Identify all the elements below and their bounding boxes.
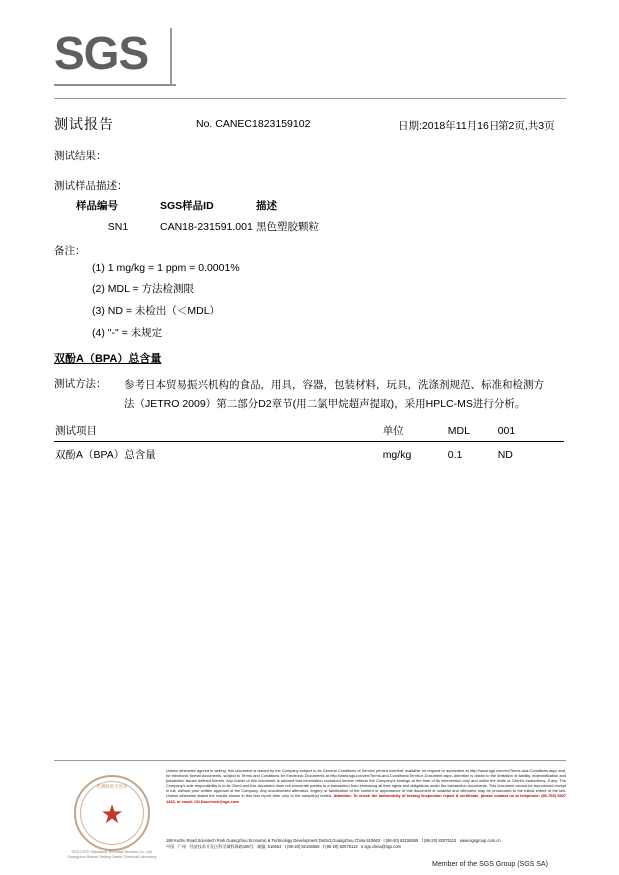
table-row (76, 219, 376, 234)
list-item: (4) "-" = 未规定 (92, 327, 163, 339)
sample-description-table (76, 198, 376, 234)
page-indicator: 第2页,共3页 (498, 120, 555, 132)
table-header-row (54, 422, 564, 442)
list-item: (2) MDL = 方法检测限 (92, 283, 194, 295)
list-item: (3) ND = 未检出（＜MDL） (92, 305, 221, 317)
footer-web: www.sgsgroup.com.cn (459, 838, 501, 843)
cell-sample-no: SN1 (107, 220, 129, 233)
column-header-mdl: MDL (447, 422, 497, 442)
official-stamp (60, 772, 164, 860)
footer-address-cn: 中国 · 广州 · 经济技术开发区科学城科珠路198号 (166, 844, 254, 850)
footer-tel-cn: t (86-20) 82155555 (284, 844, 320, 850)
logo-vertical-bar (170, 28, 172, 86)
cell-sgs-id: CAN18-231591.001 (160, 220, 253, 233)
column-header-sgs-id: SGS样品ID (160, 200, 214, 212)
logo-underline (54, 84, 176, 86)
column-header-test-item: 测试项目 (54, 422, 382, 442)
footer-address-en: 198 Kezhu Road,Scientech Park Guangzhou Economic & Technology Development District,Guangzhou,China 510663 (166, 838, 381, 843)
remarks-list (92, 262, 240, 347)
results-label: 测试结果： (54, 150, 107, 162)
sgs-logo (54, 27, 184, 92)
column-header-sample-no: 样品编号 (76, 200, 118, 212)
cell-result-001: ND (497, 448, 513, 461)
footer-fax-en: f (86-20) 82075113 (421, 838, 457, 843)
footer-fax-cn: f (86-20) 82075113 (323, 844, 358, 850)
sgs-logo-text: SGS (54, 27, 149, 79)
stamp-lab-line: Guangzhou Branch Testing Center Chemical Laboratory (67, 855, 157, 859)
column-header-unit: 单位 (382, 422, 447, 442)
footer-address-row-cn (166, 844, 566, 850)
table-row (54, 442, 564, 464)
cell-unit: mg/kg (382, 448, 412, 461)
footer-divider (54, 760, 566, 761)
footer-zip-cn: 邮编: 510663 (257, 844, 282, 850)
cell-test-item: 双酚A（BPA）总含量 (55, 449, 156, 461)
footer-member-line: Member of the SGS Group (SGS SA) (432, 861, 548, 868)
remarks-label: 备注： (54, 245, 86, 257)
cell-mdl: 0.1 (447, 448, 463, 461)
stamp-arc-text: 检测检验专用章 (96, 784, 128, 789)
column-header-description: 描述 (256, 200, 277, 212)
cell-description: 黑色塑胶颗粒 (256, 221, 319, 233)
report-number: No. CANEC1823159102 (196, 118, 311, 130)
footer-disclaimer-text: Unless otherwise agreed in writing, this document is issued by the Company subject to its General Conditions of Service printed overleaf, available on request or accessible at http://www.sgs.com/en/Terms-and-Conditions.aspx and, for electronic format documents, subject to Terms and Conditions for Electronic Documents at http://www.sgs.com/en/Terms-and-Conditions/Terms-e-Document.aspx. Attention is drawn to the limitation of liability, indemnification and jurisdiction issues defined therein. Any holder of this document is advised that information contained hereon reflects the Company's findings at the time of its intervention only and within the limits of Client's instructions, if any. The Company's sole responsibility is to its Client and this document does not exonerate parties to a transaction from exercising all their rights and obligations under the transaction documents. This document cannot be reproduced except in full, without prior written approval of the Company. Any unauthorized alteration, forgery or falsification of the content or appearance of this document is unlawful and offenders may be prosecuted to the fullest extent of the law. Unless otherwise stated the results shown in this test report refer only to the sample(s) tested. (166, 768, 566, 799)
header-divider (54, 98, 566, 99)
footer-tel-en: t (86-20) 82155555 (383, 838, 419, 843)
footer-email-cn: e sgs.china@sgs.com (360, 844, 402, 850)
sample-description-label: 测试样品描述： (54, 180, 128, 192)
test-method-text: 参考日本贸易振兴机构的食品，用具，容器，包装材料，玩具，洗涤剂规范、标准和检测方法（JETRO 2009）第二部分D2章节(用二氯甲烷超声提取)，采用HPLC-MS进行分析。 (124, 379, 544, 410)
table-header-row (76, 198, 376, 219)
footer-disclaimer (166, 768, 566, 804)
report-date: 日期:2018年11月16日 (398, 120, 500, 132)
footer-attention-text: Attention: To check the authenticity of testing /inspection report & certificate, please contact us at telephone: (86-755) 8307 1443, or email: CN.Doccheck@sgs.com (166, 793, 566, 804)
footer-address-block (166, 838, 566, 851)
page-title: 测试报告 (54, 116, 114, 132)
test-method-label: 测试方法： (54, 378, 107, 390)
bpa-result-table (54, 422, 564, 463)
star-icon: ★ (100, 799, 124, 829)
list-item: (1) 1 mg/kg = 1 ppm = 0.0001% (92, 262, 240, 274)
stamp-company-line: SGS-CSTC Standards Technical Services Co., Ltd. (71, 850, 153, 854)
section-heading-bpa: 双酚A（BPA）总含量 (54, 353, 162, 365)
column-header-sample-001: 001 (497, 422, 564, 442)
